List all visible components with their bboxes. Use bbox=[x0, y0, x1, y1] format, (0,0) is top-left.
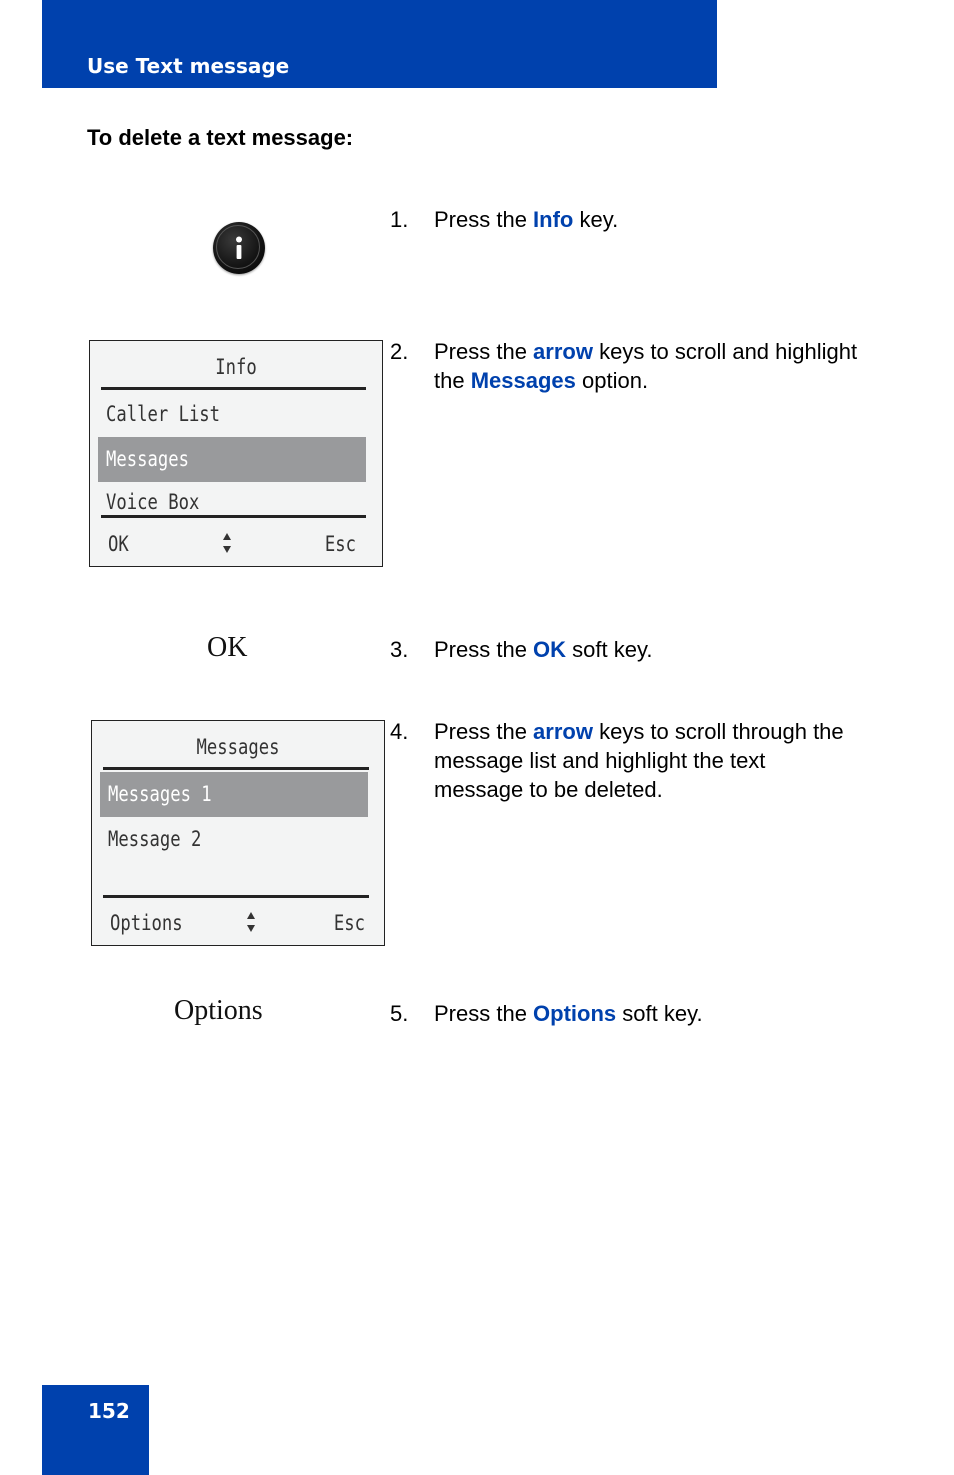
phone-screen-info-menu bbox=[89, 340, 383, 567]
step-keyword: arrow bbox=[533, 339, 593, 364]
softkey-ok[interactable]: OK bbox=[207, 632, 248, 663]
menu-item-voice-box[interactable]: Voice Box bbox=[106, 490, 200, 514]
step-text: keys to scroll through the message list and highlight the text message to be deleted. bbox=[434, 719, 844, 802]
step-text: Press the bbox=[434, 207, 534, 232]
menu-item-messages[interactable]: Messages bbox=[106, 447, 189, 471]
step-5 bbox=[390, 999, 860, 1028]
menu-item-caller-list[interactable]: Caller List bbox=[106, 402, 221, 426]
step-text: option. bbox=[575, 368, 649, 393]
message-item-1[interactable]: Messages 1 bbox=[108, 782, 212, 806]
step-text: key. bbox=[573, 207, 619, 232]
step-text: keys to scroll and highlight the bbox=[434, 339, 858, 393]
screen-divider bbox=[101, 515, 366, 518]
section-title: To delete a text message: bbox=[87, 125, 354, 150]
screen-title: Info bbox=[215, 355, 257, 379]
step-text: Press the bbox=[434, 339, 534, 364]
step-text: soft key. bbox=[566, 637, 653, 662]
scroll-arrows-icon bbox=[221, 531, 233, 555]
page-number-box bbox=[42, 1385, 149, 1475]
info-icon bbox=[213, 222, 265, 274]
step-2 bbox=[390, 337, 860, 395]
message-item-2[interactable]: Message 2 bbox=[108, 827, 202, 851]
step-number: 1. bbox=[390, 207, 409, 232]
step-text: Press the bbox=[434, 1001, 534, 1026]
scroll-arrows-icon bbox=[245, 910, 257, 934]
phone-screen-messages-list bbox=[91, 720, 385, 946]
step-number: 2. bbox=[390, 339, 409, 364]
header-bar bbox=[42, 0, 717, 88]
screen-divider bbox=[103, 767, 369, 770]
step-4 bbox=[390, 717, 860, 804]
step-3 bbox=[390, 635, 860, 664]
softkey-options[interactable]: Options bbox=[174, 995, 263, 1026]
step-keyword: arrow bbox=[533, 719, 593, 744]
step-1 bbox=[390, 205, 860, 234]
step-keyword: Info bbox=[533, 207, 574, 232]
step-number: 5. bbox=[390, 1001, 409, 1026]
softkey-options-label[interactable]: Options bbox=[110, 911, 183, 935]
screen-title: Messages bbox=[196, 735, 280, 759]
step-keyword: OK bbox=[533, 637, 567, 662]
step-keyword: Messages bbox=[470, 368, 576, 393]
info-key-button bbox=[213, 222, 265, 274]
step-number: 3. bbox=[390, 637, 409, 662]
step-keyword: Options bbox=[533, 1001, 617, 1026]
screen-divider bbox=[101, 387, 366, 390]
header-title: Use Text message bbox=[87, 54, 290, 78]
screen-divider bbox=[103, 895, 369, 898]
step-text: soft key. bbox=[616, 1001, 703, 1026]
softkey-esc-label[interactable]: Esc bbox=[324, 532, 356, 556]
step-text: Press the bbox=[434, 637, 534, 662]
step-number: 4. bbox=[390, 719, 409, 744]
softkey-ok-label[interactable]: OK bbox=[108, 532, 129, 556]
softkey-esc-label[interactable]: Esc bbox=[333, 911, 365, 935]
page-number: 152 bbox=[88, 1399, 130, 1423]
step-text: Press the bbox=[434, 719, 534, 744]
